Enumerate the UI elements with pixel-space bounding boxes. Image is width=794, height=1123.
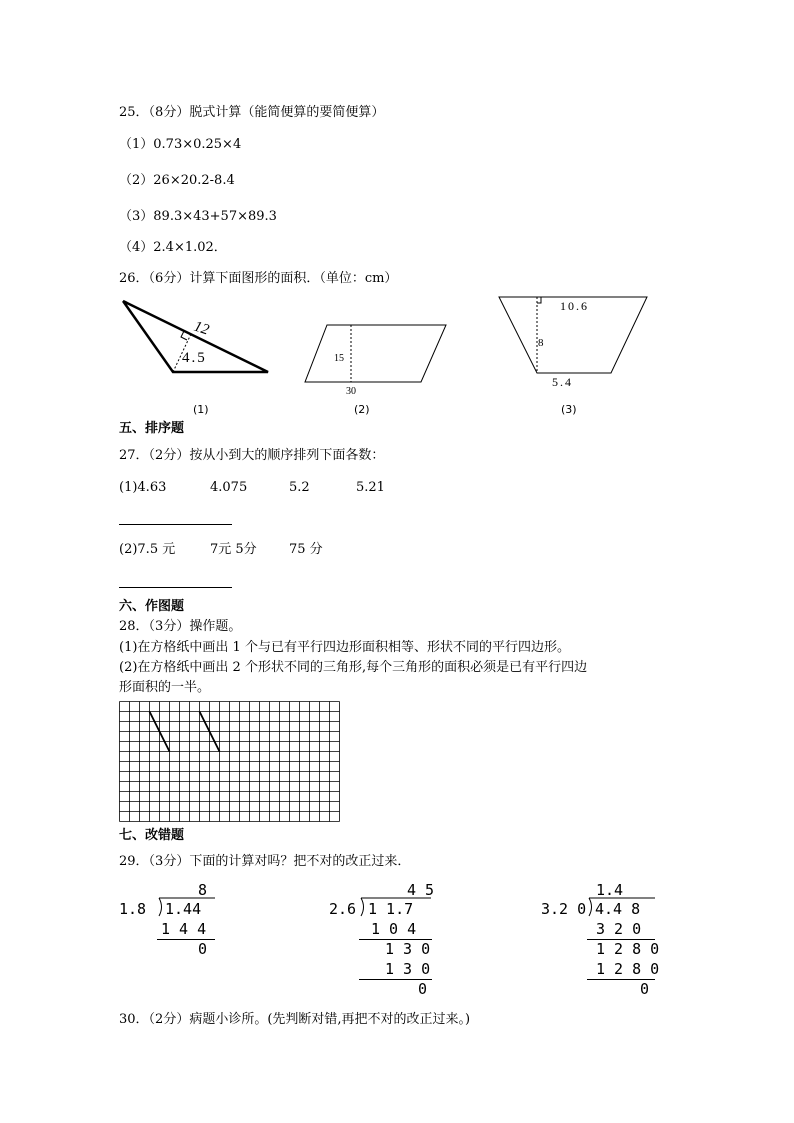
fig1-caption: (1) <box>193 403 209 416</box>
trapezoid-height-label: 8 <box>538 337 544 349</box>
section-7-heading: 七、改错题 <box>119 828 185 843</box>
fig2-caption: (2) <box>354 403 370 416</box>
q27-row2-item-1: (2)7.5 元 <box>119 542 176 557</box>
q27-row2-item-3: 75 分 <box>289 542 323 557</box>
div2-step-1: 1 0 4 <box>371 920 417 938</box>
div2-step-2: 1 3 0 <box>385 940 431 958</box>
q27-row1-item-3: 5.2 <box>289 480 310 495</box>
q28-line-3: 形面积的一半。 <box>119 680 211 695</box>
div1-step-1: 1 4 4 <box>161 920 207 938</box>
q30-title: 30．（2分）病题小诊所。(先判断对错,再把不对的改正过来。) <box>119 1012 471 1027</box>
q27-row1-item-1: (1)4.63 <box>119 480 167 495</box>
fig3-caption: (3) <box>561 403 577 416</box>
div2-step-3: 1 3 0 <box>385 960 431 978</box>
q28-title: 28．（3分）操作题。 <box>119 619 242 634</box>
div2-divisor: 2.6 <box>329 900 357 918</box>
q25-item-4: （4）2.4×1.02． <box>119 240 227 255</box>
div1-remainder: 0 <box>198 940 208 958</box>
trapezoid-figure <box>494 292 654 392</box>
div1-dividend: 1.44 <box>165 900 202 918</box>
q27-row1-item-2: 4.075 <box>210 480 248 495</box>
q27-row2-item-2: 7元 5分 <box>210 542 257 557</box>
q28-line-2: (2)在方格纸中画出 2 个形状不同的三角形,每个三角形的面积必须是已有平行四边 <box>119 660 588 675</box>
trapezoid-bottom-label: 5.4 <box>552 375 573 389</box>
div1-divisor: 1.8 <box>119 900 147 918</box>
answer-line-2 <box>119 587 232 588</box>
div3-step-1: 3 2 0 <box>596 920 642 938</box>
q25-item-3: （3）89.3×43+57×89.3 <box>119 209 277 224</box>
div2-quotient: 4 5 <box>407 881 435 899</box>
q27-row1-item-4: 5.21 <box>356 480 385 495</box>
div3-quotient: 1.4 <box>596 881 624 899</box>
q29-title: 29．（3分）下面的计算对吗？把不对的改正过来． <box>119 854 411 869</box>
q25-item-1: （1）0.73×0.25×4 <box>119 137 242 152</box>
q26-title: 26．（6分）计算下面图形的面积．（单位：cm） <box>119 271 398 286</box>
section-5-heading: 五、排序题 <box>119 421 185 436</box>
triangle-side-label: 12 <box>191 318 211 339</box>
q27-title: 27．（2分）按从小到大的顺序排列下面各数： <box>119 448 385 463</box>
answer-line-1 <box>119 524 232 525</box>
div3-remainder: 0 <box>640 980 650 998</box>
parallelogram-height-label: 15 <box>334 353 344 364</box>
q28-line-1: (1)在方格纸中画出 1 个与已有平行四边形面积相等、形状不同的平行四边形。 <box>119 640 570 655</box>
parallelogram-figure <box>300 318 450 398</box>
triangle-height-label: 4.5 <box>182 350 207 366</box>
div2-dividend: 1 1.7 <box>368 900 414 918</box>
div3-step-3: 1 2 8 0 <box>596 960 660 978</box>
section-6-heading: 六、作图题 <box>119 599 185 614</box>
trapezoid-top-label: 10.6 <box>560 299 589 313</box>
div3-divisor: 3.2 0 <box>541 900 587 918</box>
q25-item-2: （2）26×20.2-8.4 <box>119 173 235 188</box>
parallelogram-base-label: 30 <box>346 386 356 397</box>
div3-dividend: 4.4 8 <box>595 900 641 918</box>
triangle-figure <box>118 295 278 380</box>
grid-paper[interactable] <box>119 701 340 823</box>
div1-quotient: 8 <box>198 881 208 899</box>
div3-step-2: 1 2 8 0 <box>596 940 660 958</box>
div2-remainder: 0 <box>418 980 428 998</box>
q25-title: 25．（8分）脱式计算（能简便算的要简便算） <box>119 105 385 120</box>
